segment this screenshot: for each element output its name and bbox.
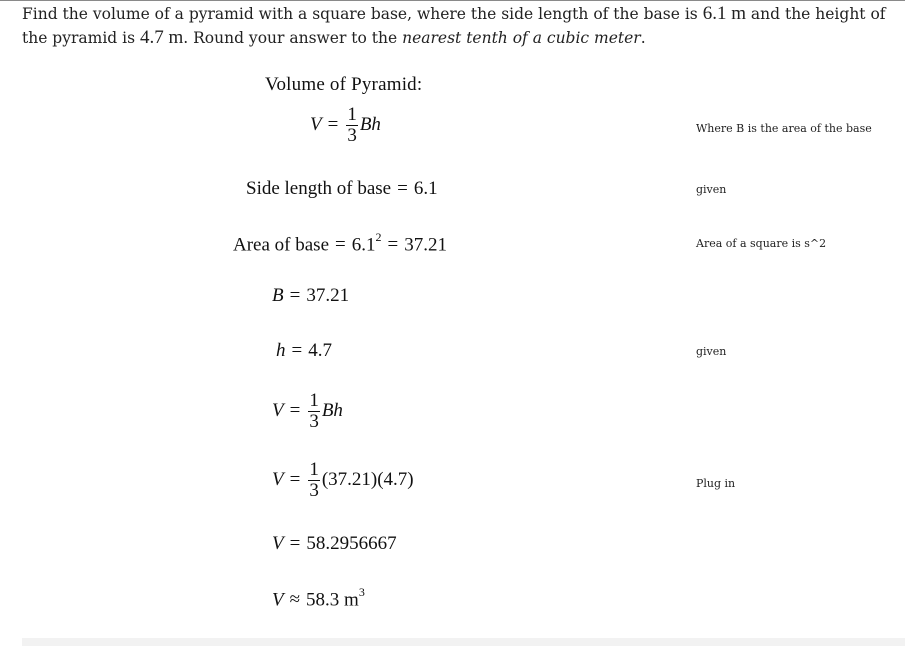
top-divider bbox=[0, 0, 905, 1]
rounding-instruction: nearest tenth of a cubic meter bbox=[402, 29, 641, 47]
side-length-value: 6.1 m bbox=[702, 3, 746, 24]
note-area: Area of a square is s^2 bbox=[696, 237, 827, 250]
h-value-line: h = 4.7 bbox=[276, 340, 332, 361]
note-plug: Plug in bbox=[696, 477, 736, 490]
b-value-line: B = 37.21 bbox=[272, 285, 350, 306]
fraction-one-third: $\frac{1}{3}$ bbox=[309, 390, 319, 432]
volume-formula-repeat: V = $\frac{1}{3}$ Bh bbox=[272, 390, 343, 432]
bottom-bar bbox=[22, 638, 905, 646]
side-length-line: Side length of base = 6.1 bbox=[246, 178, 438, 199]
note-side: given bbox=[696, 183, 727, 196]
solution-title: Volume of Pyramid: bbox=[265, 74, 423, 95]
note-height: given bbox=[696, 345, 727, 358]
fraction-one-third: $\frac{1}{3}$ bbox=[309, 459, 319, 501]
problem-statement: Find the volume of a pyramid with a square base, where the side length of the base is 6.1 m and the height of the pyramid is 4.7 m. Round your answer to the nearest tenth of a cubic meter. bbox=[22, 3, 886, 48]
area-of-base-line: Area of base = $6.1^2 = 37.21$ bbox=[233, 230, 447, 256]
plug-in-line: V = $\frac{1}{3}$ (37.21)(4.7) bbox=[272, 459, 414, 501]
volume-formula: V = $\frac{1}{3}$ Bh bbox=[310, 104, 381, 146]
computed-volume-line: V = 58.2956667 bbox=[272, 533, 397, 554]
final-answer-line: V ≈ 58.3 $m^3$ bbox=[272, 585, 365, 611]
fraction-one-third: $\frac{1}{3}$ bbox=[347, 104, 357, 146]
height-value: 4.7 m bbox=[139, 27, 184, 48]
note-formula: Where B is the area of the base bbox=[696, 122, 872, 135]
